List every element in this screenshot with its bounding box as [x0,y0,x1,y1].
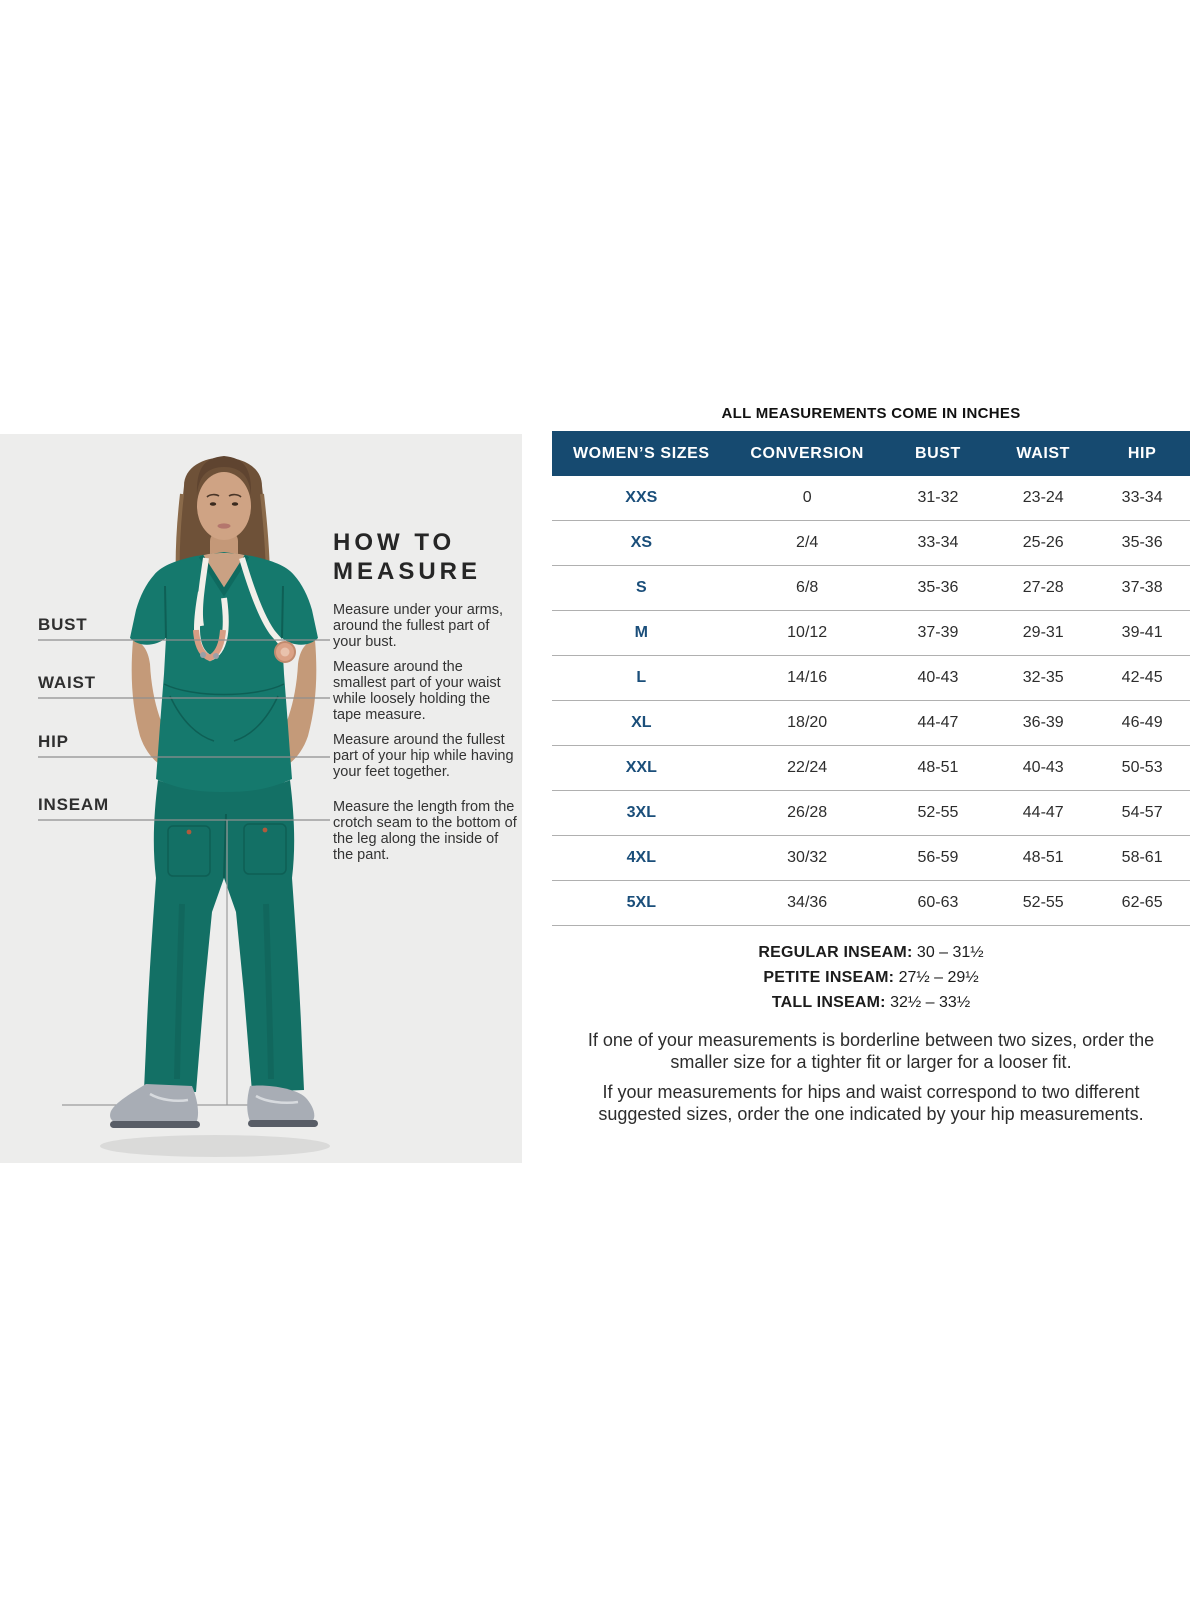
size-cell: S [552,566,731,611]
size-row-xs [552,521,1190,566]
waist-cell: 32-35 [992,656,1094,701]
size-row-xxl [552,746,1190,791]
hip-cell: 33-34 [1094,476,1190,521]
bust-cell: 35-36 [884,566,992,611]
model-shoes [110,1084,318,1128]
size-cell: XXS [552,476,731,521]
waist-cell: 25-26 [992,521,1094,566]
size-row-5xl [552,881,1190,926]
bust-cell: 48-51 [884,746,992,791]
model-face [197,472,251,540]
waist-label: WAIST [38,673,96,692]
size-cell: XXL [552,746,731,791]
bust-cell: 37-39 [884,611,992,656]
size-cell: 3XL [552,791,731,836]
waist-cell: 40-43 [992,746,1094,791]
size-row-s [552,566,1190,611]
col-header-bust: BUST [884,431,992,476]
bust-cell: 56-59 [884,836,992,881]
chart-caption: ALL MEASUREMENTS COME IN INCHES [721,405,1021,422]
floor-shadow [100,1135,330,1157]
hip-cell: 62-65 [1094,881,1190,926]
bust-cell: 40-43 [884,656,992,701]
size-chart-header-row [552,431,1190,476]
waist-instruction: Measure around the smallest part of your waist while loosely holding the tape measure. [333,659,501,723]
bust-instruction: Measure under your arms, around the fullest part of your bust. [333,602,504,650]
conversion-cell: 2/4 [731,521,884,566]
how-to-measure-title: HOW TO MEASURE [333,529,482,585]
conversion-cell: 30/32 [731,836,884,881]
size-cell: L [552,656,731,701]
regular-inseam-value: 30 – 31½ [912,944,984,961]
hip-cell: 37-38 [1094,566,1190,611]
size-row-xxs [552,476,1190,521]
regular-inseam-note [552,940,1190,965]
conversion-cell: 6/8 [731,566,884,611]
waist-cell: 29-31 [992,611,1094,656]
hip-cell: 42-45 [1094,656,1190,701]
waist-cell: 27-28 [992,566,1094,611]
hip-cell: 35-36 [1094,521,1190,566]
conversion-cell: 10/12 [731,611,884,656]
regular-inseam-label: REGULAR INSEAM: [758,944,913,961]
size-cell: XS [552,521,731,566]
hip-cell: 46-49 [1094,701,1190,746]
conversion-cell: 0 [731,476,884,521]
hip-cell: 50-53 [1094,746,1190,791]
conversion-cell: 18/20 [731,701,884,746]
size-cell: 5XL [552,881,731,926]
conversion-cell: 26/28 [731,791,884,836]
size-row-m [552,611,1190,656]
col-header-sizes: WOMEN’S SIZES [552,431,731,476]
waist-cell: 52-55 [992,881,1094,926]
size-cell: 4XL [552,836,731,881]
hip-cell: 54-57 [1094,791,1190,836]
model-pants [144,780,304,1092]
col-header-waist: WAIST [992,431,1094,476]
bust-cell: 33-34 [884,521,992,566]
size-cell: M [552,611,731,656]
waist-cell: 36-39 [992,701,1094,746]
inseam-instruction: Measure the length from the crotch seam to the bottom of the leg along the inside of the pant. [333,799,517,863]
bust-cell: 52-55 [884,791,992,836]
hip-cell: 39-41 [1094,611,1190,656]
size-row-xl [552,701,1190,746]
bust-label: BUST [38,615,88,634]
inseam-notes [552,940,1190,1015]
waist-cell: 48-51 [992,836,1094,881]
tall-inseam-note [552,990,1190,1015]
borderline-size-note: If one of your measurements is borderline between two sizes, order the smaller size for a tighter fit or larger for a looser fit. [587,1030,1155,1072]
hip-waist-size-note: If your measurements for hips and waist correspond to two different suggested sizes, order the one indicated by your hip measurements. [598,1082,1144,1124]
size-chart-table [552,431,1190,926]
waist-cell: 23-24 [992,476,1094,521]
size-row-4xl [552,836,1190,881]
col-header-conversion: CONVERSION [731,431,884,476]
size-row-l [552,656,1190,701]
bust-cell: 60-63 [884,881,992,926]
petite-inseam-label: PETITE INSEAM: [763,969,895,986]
inseam-label: INSEAM [38,795,109,814]
tall-inseam-value: 32½ – 33½ [885,994,971,1011]
tall-inseam-label: TALL INSEAM: [771,994,886,1011]
conversion-cell: 22/24 [731,746,884,791]
col-header-hip: HIP [1094,431,1190,476]
bust-cell: 44-47 [884,701,992,746]
hip-instruction: Measure around the fullest part of your hip while having your feet together. [333,732,514,780]
hip-cell: 58-61 [1094,836,1190,881]
waist-cell: 44-47 [992,791,1094,836]
size-cell: XL [552,701,731,746]
hip-label: HIP [38,732,69,751]
petite-inseam-value: 27½ – 29½ [894,969,979,986]
bust-cell: 31-32 [884,476,992,521]
conversion-cell: 34/36 [731,881,884,926]
petite-inseam-note [552,965,1190,990]
size-row-3xl [552,791,1190,836]
conversion-cell: 14/16 [731,656,884,701]
